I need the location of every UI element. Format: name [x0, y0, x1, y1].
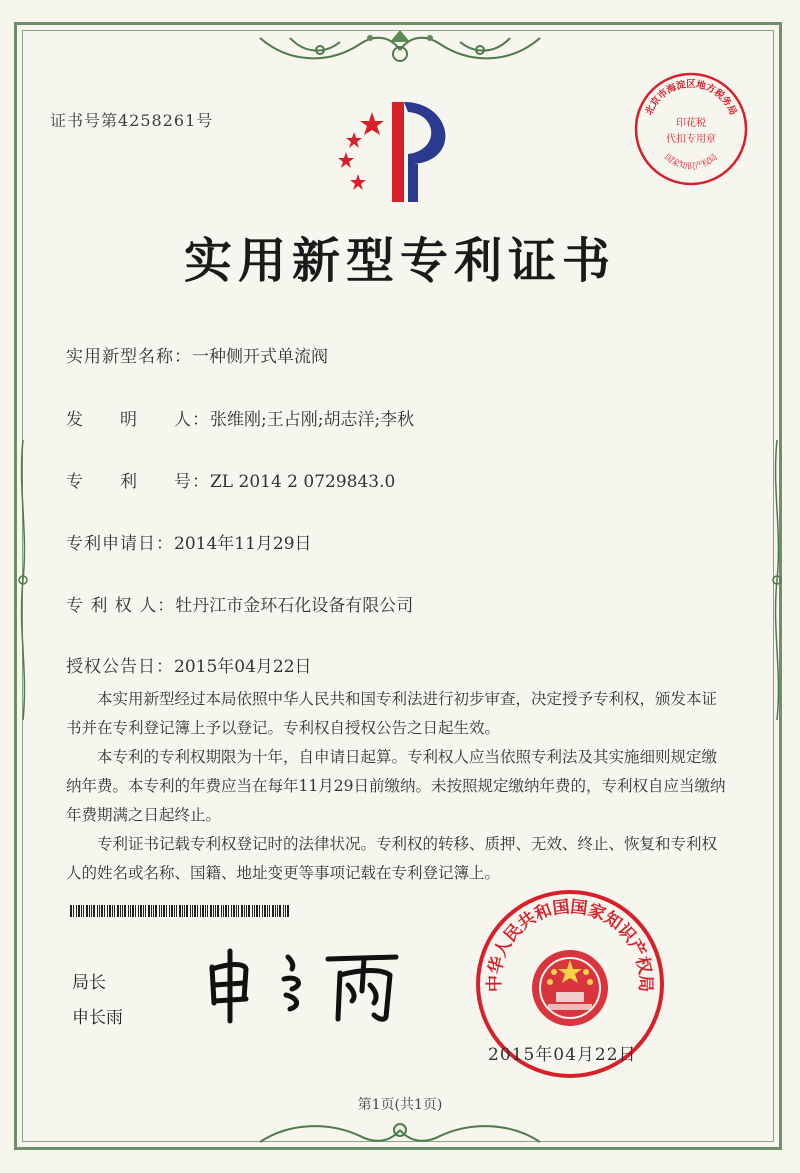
barcode-bar [269, 905, 270, 917]
barcode-bar [73, 905, 74, 917]
barcode-bar [264, 905, 266, 917]
barcode-bar [194, 905, 196, 917]
barcode-bar [287, 905, 289, 917]
barcode-bar [197, 905, 198, 917]
barcode-bar [200, 905, 201, 917]
barcode-bar [192, 905, 193, 917]
barcode-bar [159, 905, 160, 917]
bottom-ornament [250, 1118, 550, 1152]
barcode-bar [93, 905, 95, 917]
barcode-bar [272, 905, 274, 917]
barcode-bar [117, 905, 119, 917]
tax-stamp-line1: 印花税 [676, 118, 706, 129]
body-paragraph: 本专利的专利权期限为十年，自申请日起算。专利权人应当依照专利法及其实施细则规定缴纳年费。本专利的年费应当在每年11月29日前缴纳。未按照规定缴纳年费的，专利权自应当缴纳年费期满之日起终止。 [66, 748, 726, 824]
patent-number-row [66, 467, 395, 492]
barcode-bar [135, 905, 136, 917]
barcode-bar [107, 905, 108, 917]
barcode-bar [128, 905, 129, 917]
barcode-bar [114, 905, 115, 917]
barcode [70, 905, 292, 917]
barcode-bar [248, 905, 250, 917]
tax-stamp-bottom-text: 国家知识产权局 [662, 152, 720, 172]
barcode-bar [233, 905, 235, 917]
patentee-label: 专 利 权 人： [66, 596, 176, 616]
barcode-bar [143, 905, 144, 917]
grant-date-row [66, 652, 312, 677]
svg-text:国家知识产权局 [662, 152, 720, 172]
barcode-bar [190, 905, 191, 917]
patent-number-value: ZL 2014 2 0729843.0 [210, 472, 396, 492]
barcode-bar [262, 905, 263, 917]
barcode-bar [153, 905, 154, 917]
barcode-bar [259, 905, 260, 917]
barcode-bar [155, 905, 157, 917]
barcode-bar [78, 905, 80, 917]
barcode-bar [205, 905, 206, 917]
barcode-bar [231, 905, 232, 917]
barcode-bar [184, 905, 185, 917]
barcode-bar [83, 905, 84, 917]
barcode-bar [130, 905, 131, 917]
barcode-bar [163, 905, 165, 917]
barcode-bar [176, 905, 177, 917]
top-ornament [250, 24, 550, 74]
official-seal-text: 中华人民共和国国家知识产权局 [484, 897, 656, 993]
patent-number-label: 专 利 号： [66, 472, 210, 492]
barcode-bar [267, 905, 268, 917]
barcode-bar [277, 905, 278, 917]
barcode-bar [101, 905, 103, 917]
barcode-bar [81, 905, 82, 917]
body-paragraph: 专利证书记载专利权登记时的法律状况。专利权的转移、质押、无效、终止、恢复和专利权人的姓名或名称、国籍、地址变更等事项记载在专利登记簿上。 [66, 835, 718, 882]
seal-date: 2015年04月22日 [488, 1045, 637, 1065]
director-name: 申长雨 [72, 1008, 123, 1028]
barcode-bar [246, 905, 247, 917]
barcode-bar [97, 905, 98, 917]
barcode-bar [202, 905, 204, 917]
barcode-bar [169, 905, 170, 917]
barcode-bar [244, 905, 245, 917]
barcode-bar [228, 905, 229, 917]
barcode-bar [210, 905, 212, 917]
utility-name-value: 一种侧开式单流阀 [192, 347, 328, 367]
barcode-bar [99, 905, 100, 917]
grant-date-value: 2015年04月22日 [174, 657, 312, 677]
barcode-bar [148, 905, 150, 917]
barcode-bar [104, 905, 105, 917]
barcode-bar [223, 905, 224, 917]
barcode-bar [215, 905, 216, 917]
barcode-bar [166, 905, 167, 917]
patentee-row [66, 591, 413, 616]
barcode-bar [179, 905, 181, 917]
barcode-bar [171, 905, 173, 917]
tax-stamp-line2: 代扣专用章 [666, 134, 716, 145]
barcode-bar [275, 905, 276, 917]
left-ornament [16, 430, 30, 730]
barcode-bar [252, 905, 253, 917]
barcode-bar [182, 905, 183, 917]
barcode-bar [132, 905, 134, 917]
certificate-body [66, 685, 726, 888]
director-signature [200, 945, 410, 1025]
barcode-bar [241, 905, 243, 917]
barcode-bar [217, 905, 219, 917]
certificate-title: 实用新型专利证书 [183, 233, 616, 289]
director-title: 局长 [72, 973, 106, 993]
barcode-bar [161, 905, 162, 917]
barcode-bar [91, 905, 92, 917]
barcode-bar [124, 905, 126, 917]
inventor-value: 张维刚;王占刚;胡志洋;李秋 [210, 410, 415, 430]
barcode-bar [207, 905, 208, 917]
barcode-bar [238, 905, 239, 917]
grant-date-label: 授权公告日： [66, 657, 174, 677]
barcode-bar [112, 905, 113, 917]
inventor-row [66, 405, 414, 430]
right-ornament [770, 430, 784, 730]
barcode-bar [138, 905, 139, 917]
barcode-bar [225, 905, 227, 917]
inventor-label: 发 明 人： [66, 410, 210, 430]
barcode-bar [122, 905, 123, 917]
page-footer: 第1页(共1页) [357, 1097, 443, 1113]
barcode-bar [89, 905, 90, 917]
body-paragraph: 本实用新型经过本局依照中华人民共和国专利法进行初步审查，决定授予专利权，颁发本证书并在专利登记簿上予以登记。专利权自授权公告之日起生效。 [66, 690, 718, 737]
barcode-bar [86, 905, 88, 917]
barcode-bar [174, 905, 175, 917]
barcode-bar [256, 905, 258, 917]
patentee-value: 牡丹江市金环石化设备有限公司 [175, 596, 414, 616]
barcode-bar [140, 905, 142, 917]
barcode-bar [221, 905, 222, 917]
barcode-bar [145, 905, 146, 917]
barcode-bar [109, 905, 111, 917]
tax-stamp-outer-text: 北京市海淀区地方税务局 [643, 79, 739, 117]
barcode-bar [283, 905, 284, 917]
patent-office-emblem [322, 90, 472, 210]
barcode-bar [186, 905, 188, 917]
barcode-bar [70, 905, 72, 917]
barcode-bar [285, 905, 286, 917]
barcode-bar [120, 905, 121, 917]
application-date-value: 2014年11月29日 [174, 534, 312, 554]
application-date-label: 专利申请日： [66, 534, 174, 554]
barcode-bar [279, 905, 281, 917]
application-date-row [66, 529, 312, 554]
tax-stamp [632, 70, 750, 188]
barcode-bar [76, 905, 77, 917]
barcode-bar [236, 905, 237, 917]
barcode-bar [151, 905, 152, 917]
certificate-number: 证书号第4258261号 [50, 111, 214, 130]
barcode-bar [213, 905, 214, 917]
barcode-bar [254, 905, 255, 917]
utility-name-row [66, 342, 328, 367]
utility-name-label: 实用新型名称： [66, 347, 192, 367]
